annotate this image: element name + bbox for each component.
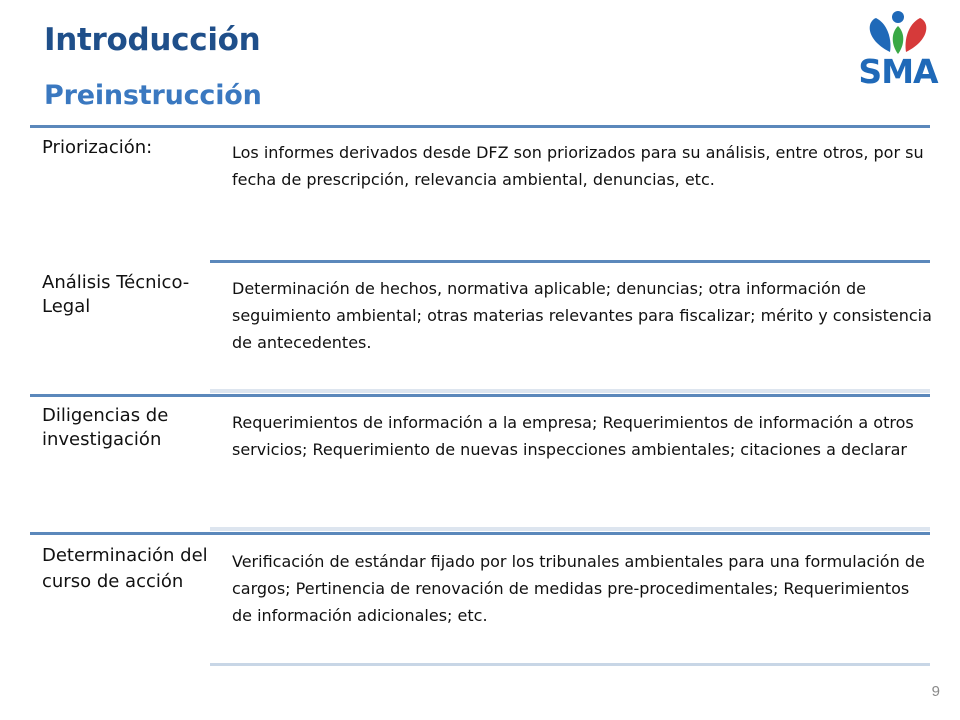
row-label: Análisis Técnico-Legal (42, 272, 190, 317)
row-divider (30, 125, 930, 128)
sma-logo-emblem-icon (852, 6, 944, 56)
slide-title: Introducción (44, 22, 261, 58)
row-label: Determinación del curso de acción (42, 545, 208, 592)
sma-logo-text: SMA (858, 52, 938, 91)
row-divider-shadow (210, 527, 930, 531)
page-number: 9 (931, 683, 940, 700)
row-label: Priorización: (42, 137, 153, 158)
row-description: Determinación de hechos, normativa aplicable; denuncias; otra información de seguimiento ambiental; otras materias relevantes para fiscalizar; mérito y consistencia de antecedentes. (232, 279, 932, 352)
row-description: Los informes derivados desde DFZ son priorizados para su análisis, entre otros, por su fecha de prescripción, relevancia ambiental, denuncias, etc. (232, 143, 924, 189)
sma-logo (852, 6, 944, 92)
row-divider (210, 260, 930, 263)
row-divider-shadow (210, 389, 930, 393)
row-label: Diligencias de investigación (42, 405, 169, 450)
row-description: Verificación de estándar fijado por los tribunales ambientales para una formulación de cargos; Pertinencia de renovación de medidas pre-procedimentales; Requerimientos de información adicionales; etc. (232, 552, 925, 625)
bottom-divider (210, 663, 930, 666)
row-divider (30, 532, 930, 535)
row-description: Requerimientos de información a la empresa; Requerimientos de información a otros servicios; Requerimiento de nuevas inspecciones ambientales; citaciones a declarar (232, 413, 914, 459)
slide-subtitle: Preinstrucción (44, 80, 262, 111)
row-divider (30, 394, 930, 397)
